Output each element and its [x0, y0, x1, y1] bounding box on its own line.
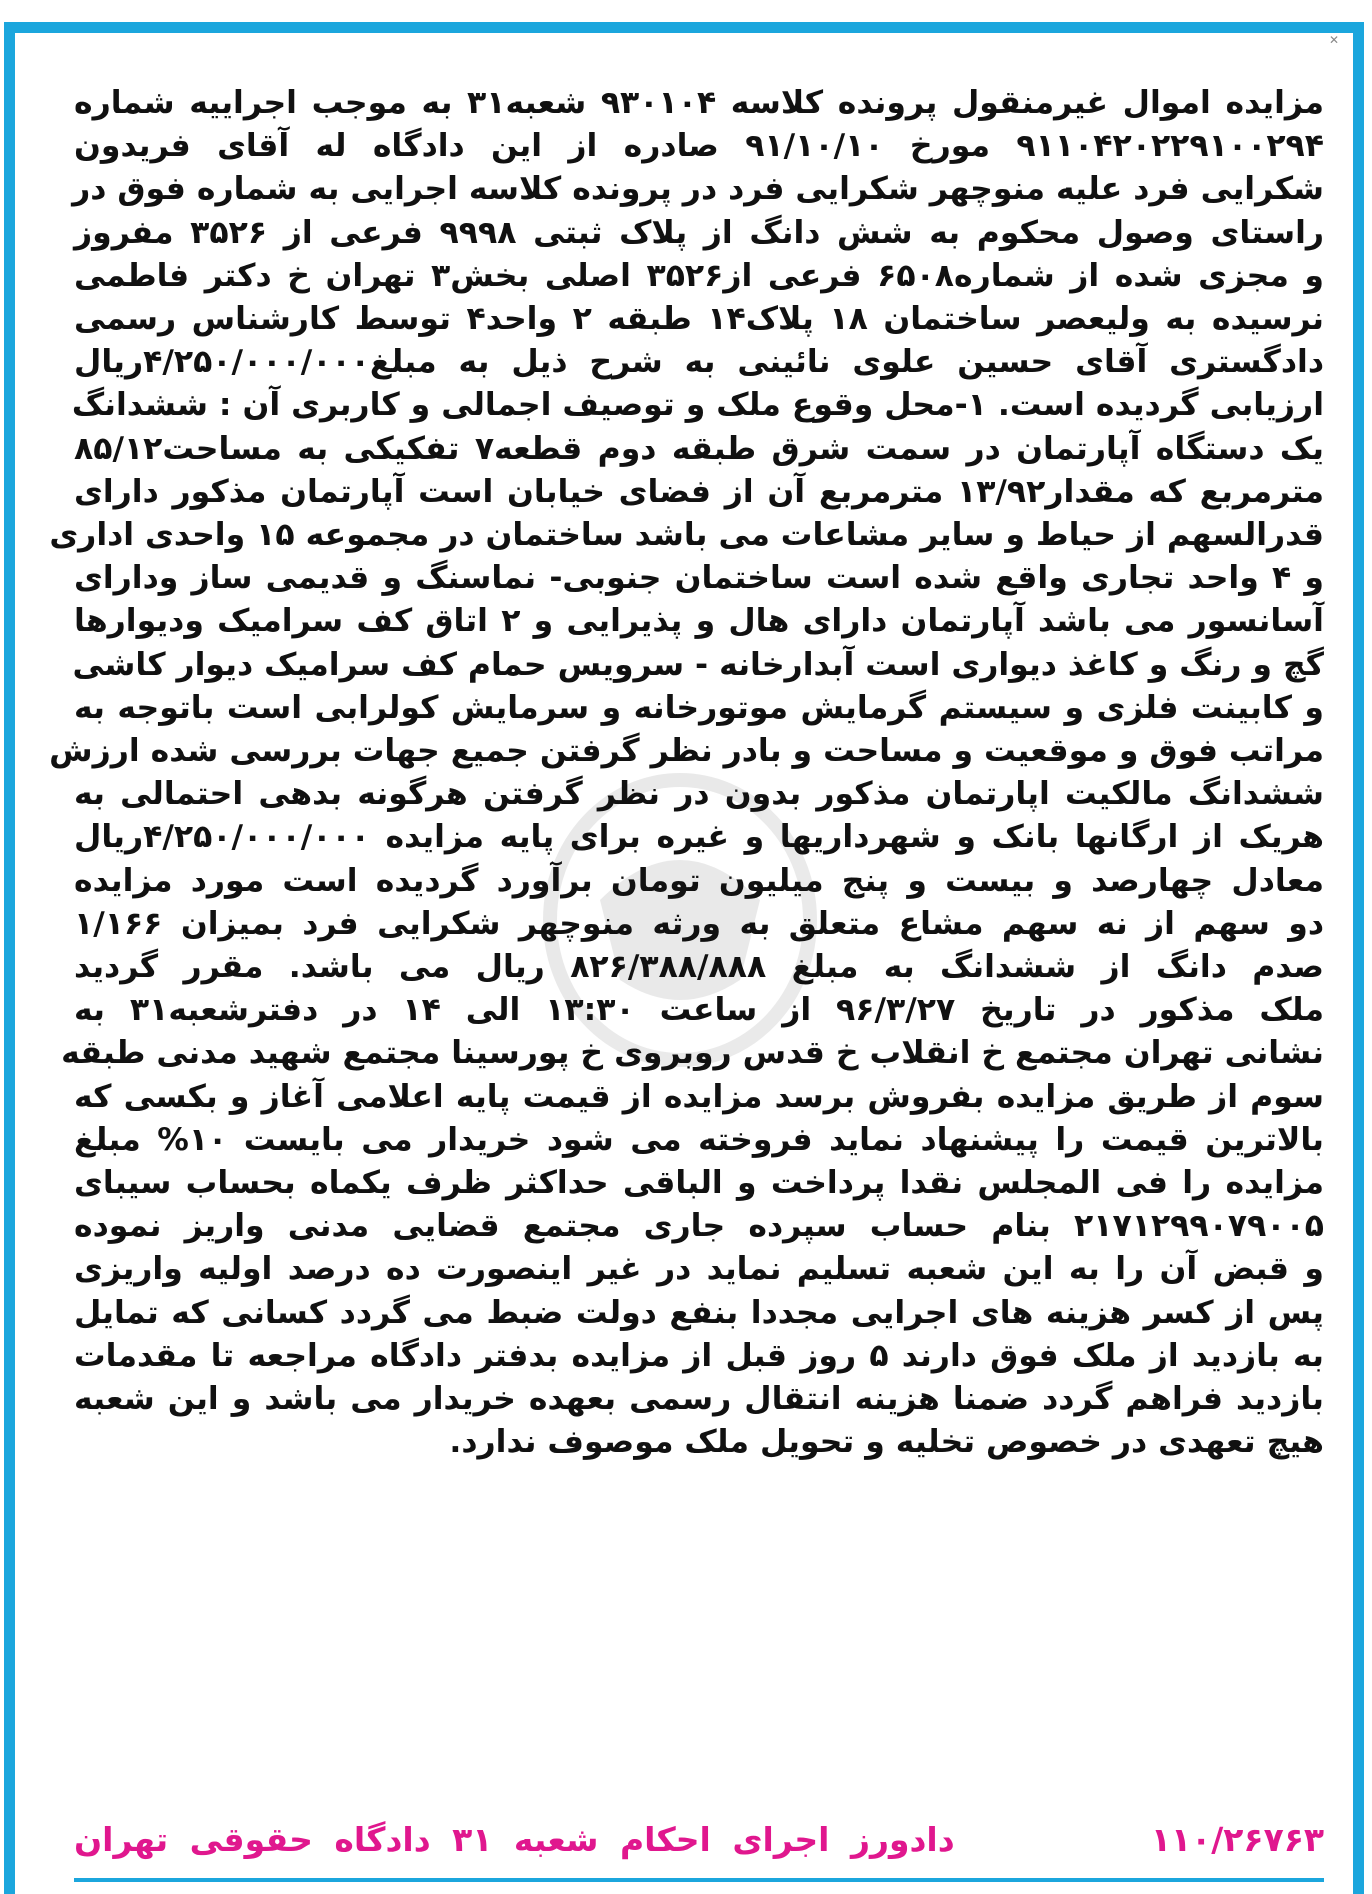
notice-line: و قبض آن را به این شعبه تسلیم نماید در غیر اینصورت ده درصد اولیه واریزی: [74, 1251, 1324, 1288]
notice-number: ۱۱۰/۲۶۷۶۳: [1150, 1820, 1324, 1859]
notice-line: معادل چهارصد و بیست و پنج میلیون تومان برآورد گردیده است مورد مزایده: [74, 862, 1324, 899]
signature-line: دادورز اجرای احکام شعبه ۳۱ دادگاه حقوقی تهران: [74, 1820, 955, 1859]
notice-line: آسانسور می باشد آپارتمان دارای هال و پذیرایی و ۲ اتاق کف سرامیک ودیوارها: [74, 603, 1324, 640]
notice-line: به بازدید از ملک فوق دارند ۵ روز قبل از مزایده بدفتر دادگاه مراجعه تا مقدمات: [74, 1337, 1324, 1374]
notice-line: مزایده را فی المجلس نقدا پرداخت و الباقی حداکثر ظرف یکماه بحساب سیبای: [74, 1165, 1324, 1202]
notice-line: یک دستگاه آپارتمان در سمت شرق طبقه دوم قطعه۷ تفکیکی به مساحت۸۵/۱۲: [74, 430, 1324, 467]
notice-line: دو سهم از نه سهم مشاع متعلق به ورثه منوچهر شکرایی فرد بمیزان ۱/۱۶۶: [74, 905, 1324, 942]
notice-line: ۹۱۱۰۴۲۰۲۲۹۱۰۰۲۹۴ مورخ ۹۱/۱۰/۱۰ صادره از این دادگاه له آقای فریدون: [74, 128, 1324, 165]
notice-line: پس از کسر هزینه های اجرایی مجددا بنفع دولت ضبط می گردد کسانی که تمایل: [74, 1294, 1324, 1331]
notice-line: و کابینت فلزی و سیستم گرمایش موتورخانه و سرمایش کولرابی است باتوجه به: [74, 689, 1324, 726]
notice-line: نرسیده به ولیعصر ساختمان ۱۸ پلاک۱۴ طبقه ۲ واحد۴ توسط کارشناس رسمی: [74, 301, 1324, 338]
notice-line: هیچ تعهدی در خصوص تخلیه و تحویل ملک موصوف ندارد.: [449, 1424, 1324, 1461]
notice-line: ۲۱۷۱۲۹۹۰۷۹۰۰۵ بنام حساب سپرده جاری مجتمع قضایی مدنی واریز نموده: [74, 1208, 1324, 1245]
corner-mark-icon: ✕: [1329, 33, 1340, 47]
notice-line: ملک مذکور در تاریخ ۹۶/۳/۲۷ از ساعت ۱۳:۳۰ الی ۱۴ در دفترشعبه۳۱ به: [74, 992, 1324, 1029]
notice-line: گچ و رنگ و کاغذ دیواری است آبدارخانه - سرویس حمام کف سرامیک دیوار کاشی: [72, 646, 1324, 683]
notice-body: [49, 82, 1325, 1465]
notice-line: دادگستری آقای حسین علوی نائینی به شرح ذیل به مبلغ۴/۲۵۰/۰۰۰/۰۰۰ریال: [74, 344, 1324, 381]
notice-line: و مجزی شده از شماره۶۵۰۸ فرعی از۳۵۲۶ اصلی بخش۳ تهران خ دکتر فاطمی: [74, 257, 1324, 294]
notice-line: بازدید فراهم گردد ضمنا هزینه انتقال رسمی بعهده خریدار می باشد و این شعبه: [74, 1381, 1324, 1418]
notice-line: مزایده اموال غیرمنقول پرونده کلاسه ۹۳۰۱۰۴ شعبه۳۱ به موجب اجراییه شماره: [74, 85, 1324, 121]
footer-line: [74, 1820, 1324, 1870]
notice-line: مراتب فوق و موقعیت و مساحت و بادر نظر گرفتن جمیع جهات بررسی شده ارزش: [49, 733, 1324, 770]
notice-line: و ۴ واحد تجاری واقع شده است ساختمان جنوبی- نماسنگ و قدیمی ساز ودارای: [74, 560, 1324, 597]
footer-underline: [74, 1878, 1324, 1882]
notice-line: صدم دانگ از ششدانگ به مبلغ ۸۲۶/۳۸۸/۸۸۸ ریال می باشد. مقرر گردید: [74, 949, 1324, 986]
notice-line: ششدانگ مالکیت اپارتمان مذکور بدون در نظر گرفتن هرگونه بدهی احتمالی به: [74, 776, 1324, 813]
notice-line: هریک از ارگانها بانک و شهرداریها و غیره برای پایه مزایده ۴/۲۵۰/۰۰۰/۰۰۰ریال: [74, 819, 1324, 856]
notice-line: سوم از طریق مزایده بفروش برسد مزایده از قیمت پایه اعلامی آغاز و بکسی که: [74, 1078, 1324, 1115]
notice-line: راستای وصول محکوم به شش دانگ از پلاک ثبتی ۹۹۹۸ فرعی از ۳۵۲۶ مفروز: [74, 214, 1324, 251]
notice-line: مترمربع که مقدار۱۳/۹۲ مترمربع آن از فضای خیابان است آپارتمان مذکور دارای: [74, 473, 1324, 510]
notice-line: ارزیابی گردیده است. ۱-محل وقوع ملک و توصیف اجمالی و کاربری آن : ششدانگ: [71, 387, 1324, 424]
notice-line: نشانی تهران مجتمع خ انقلاب خ قدس روبروی خ پورسینا مجتمع شهید مدنی طبقه: [61, 1035, 1324, 1072]
notice-line: شکرایی فرد علیه منوچهر شکرایی فرد در پرونده کلاسه اجرایی به شماره فوق در: [72, 171, 1324, 208]
notice-line: بالاترین قیمت را پیشنهاد نماید فروخته می شود خریدار می بایست ۱۰% مبلغ: [74, 1121, 1325, 1158]
notice-line: قدرالسهم از حیاط و سایر مشاعات می باشد ساختمان در مجموعه ۱۵ واحدی اداری: [49, 517, 1324, 554]
